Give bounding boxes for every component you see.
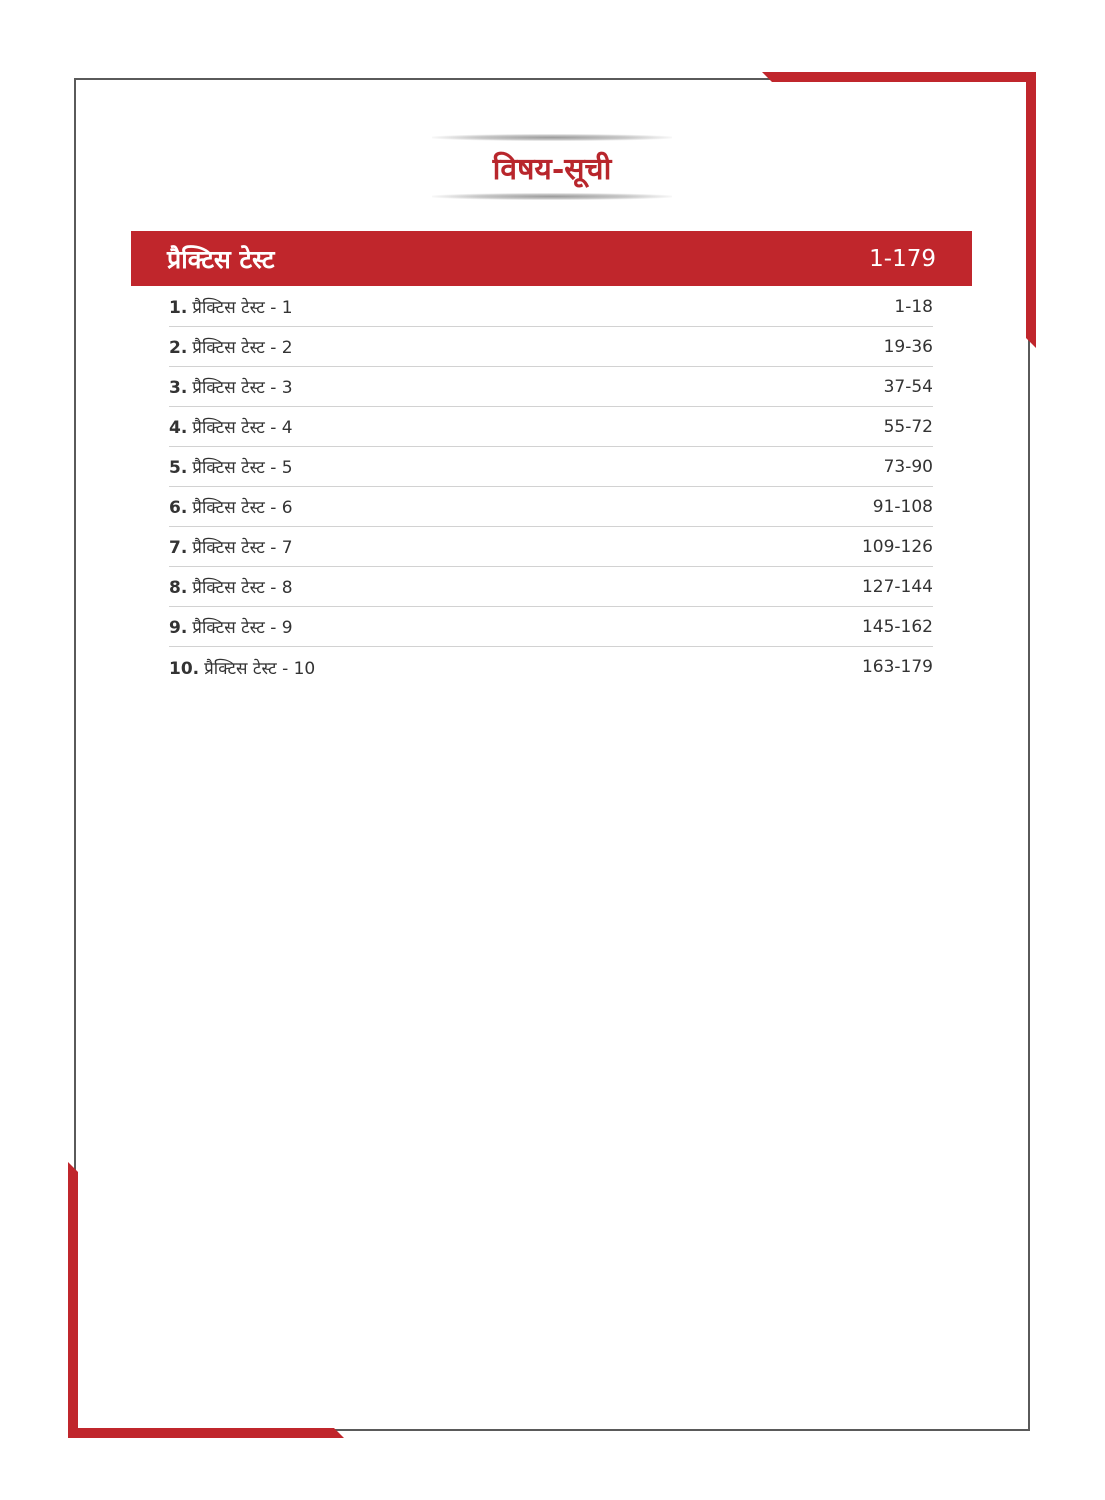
toc-entry-label: प्रैक्टिस टेस्ट - 5 [192, 458, 293, 478]
toc-entry-pages: 55-72 [883, 416, 933, 437]
toc-entry-number: 4. [169, 418, 188, 438]
toc-entry[interactable] [169, 367, 933, 407]
toc-entry-pages: 163-179 [861, 657, 933, 677]
corner-accent-top-right [762, 72, 1036, 82]
toc-entry[interactable] [169, 527, 933, 567]
toc-entry-label: प्रैक्टिस टेस्ट - 6 [192, 498, 293, 518]
toc-entry-pages: 1-18 [894, 296, 933, 317]
toc-entry-pages: 37-54 [883, 376, 933, 397]
toc-entry-number: 5. [169, 458, 188, 478]
toc-entry-pages: 19-36 [883, 336, 933, 357]
toc-entry-number: 6. [169, 498, 188, 518]
toc-entry-label: प्रैक्टिस टेस्ट - 4 [192, 418, 293, 438]
toc-entry[interactable] [169, 407, 933, 447]
toc-entry[interactable] [169, 647, 933, 687]
toc-entry-number: 1. [169, 298, 188, 318]
toc-entry[interactable] [169, 607, 933, 647]
toc-list [169, 287, 933, 687]
corner-accent-bottom-left [68, 1428, 344, 1438]
toc-entry-pages: 127-144 [861, 576, 933, 597]
toc-entry-number: 7. [169, 538, 188, 558]
toc-entry-pages: 145-162 [861, 616, 933, 637]
title-banner [432, 132, 672, 202]
section-title: प्रैक्टिस टेस्ट [167, 244, 275, 274]
toc-entry-label: प्रैक्टिस टेस्ट - 7 [192, 538, 293, 558]
toc-entry-pages: 109-126 [861, 536, 933, 557]
toc-entry-number: 3. [169, 378, 188, 398]
toc-entry-number: 10. [169, 658, 200, 679]
toc-entry[interactable] [169, 567, 933, 607]
toc-entry[interactable] [169, 487, 933, 527]
toc-entry-label: प्रैक्टिस टेस्ट - 3 [192, 378, 293, 398]
toc-entry-number: 2. [169, 338, 188, 358]
toc-entry-label: प्रैक्टिस टेस्ट - 9 [192, 618, 293, 638]
toc-entry[interactable] [169, 327, 933, 367]
toc-entry-label: प्रैक्टिस टेस्ट - 10 [204, 658, 316, 679]
toc-entry-label: प्रैक्टिस टेस्ट - 8 [192, 578, 293, 598]
page-title: विषय-सूची [492, 151, 612, 187]
title-rule-bottom [432, 193, 672, 200]
section-page-range: 1-179 [869, 245, 936, 272]
toc-entry-pages: 91-108 [872, 496, 933, 517]
toc-entry-number: 8. [169, 578, 188, 598]
toc-entry-label: प्रैक्टिस टेस्ट - 2 [192, 338, 293, 358]
toc-entry[interactable] [169, 447, 933, 487]
title-rule-top [432, 134, 672, 141]
section-header [131, 231, 972, 286]
toc-entry-label: प्रैक्टिस टेस्ट - 1 [192, 298, 293, 318]
toc-entry-number: 9. [169, 618, 188, 638]
corner-accent-left [68, 1162, 78, 1438]
toc-entry[interactable] [169, 287, 933, 327]
toc-entry-pages: 73-90 [883, 456, 933, 477]
corner-accent-right [1026, 72, 1036, 348]
